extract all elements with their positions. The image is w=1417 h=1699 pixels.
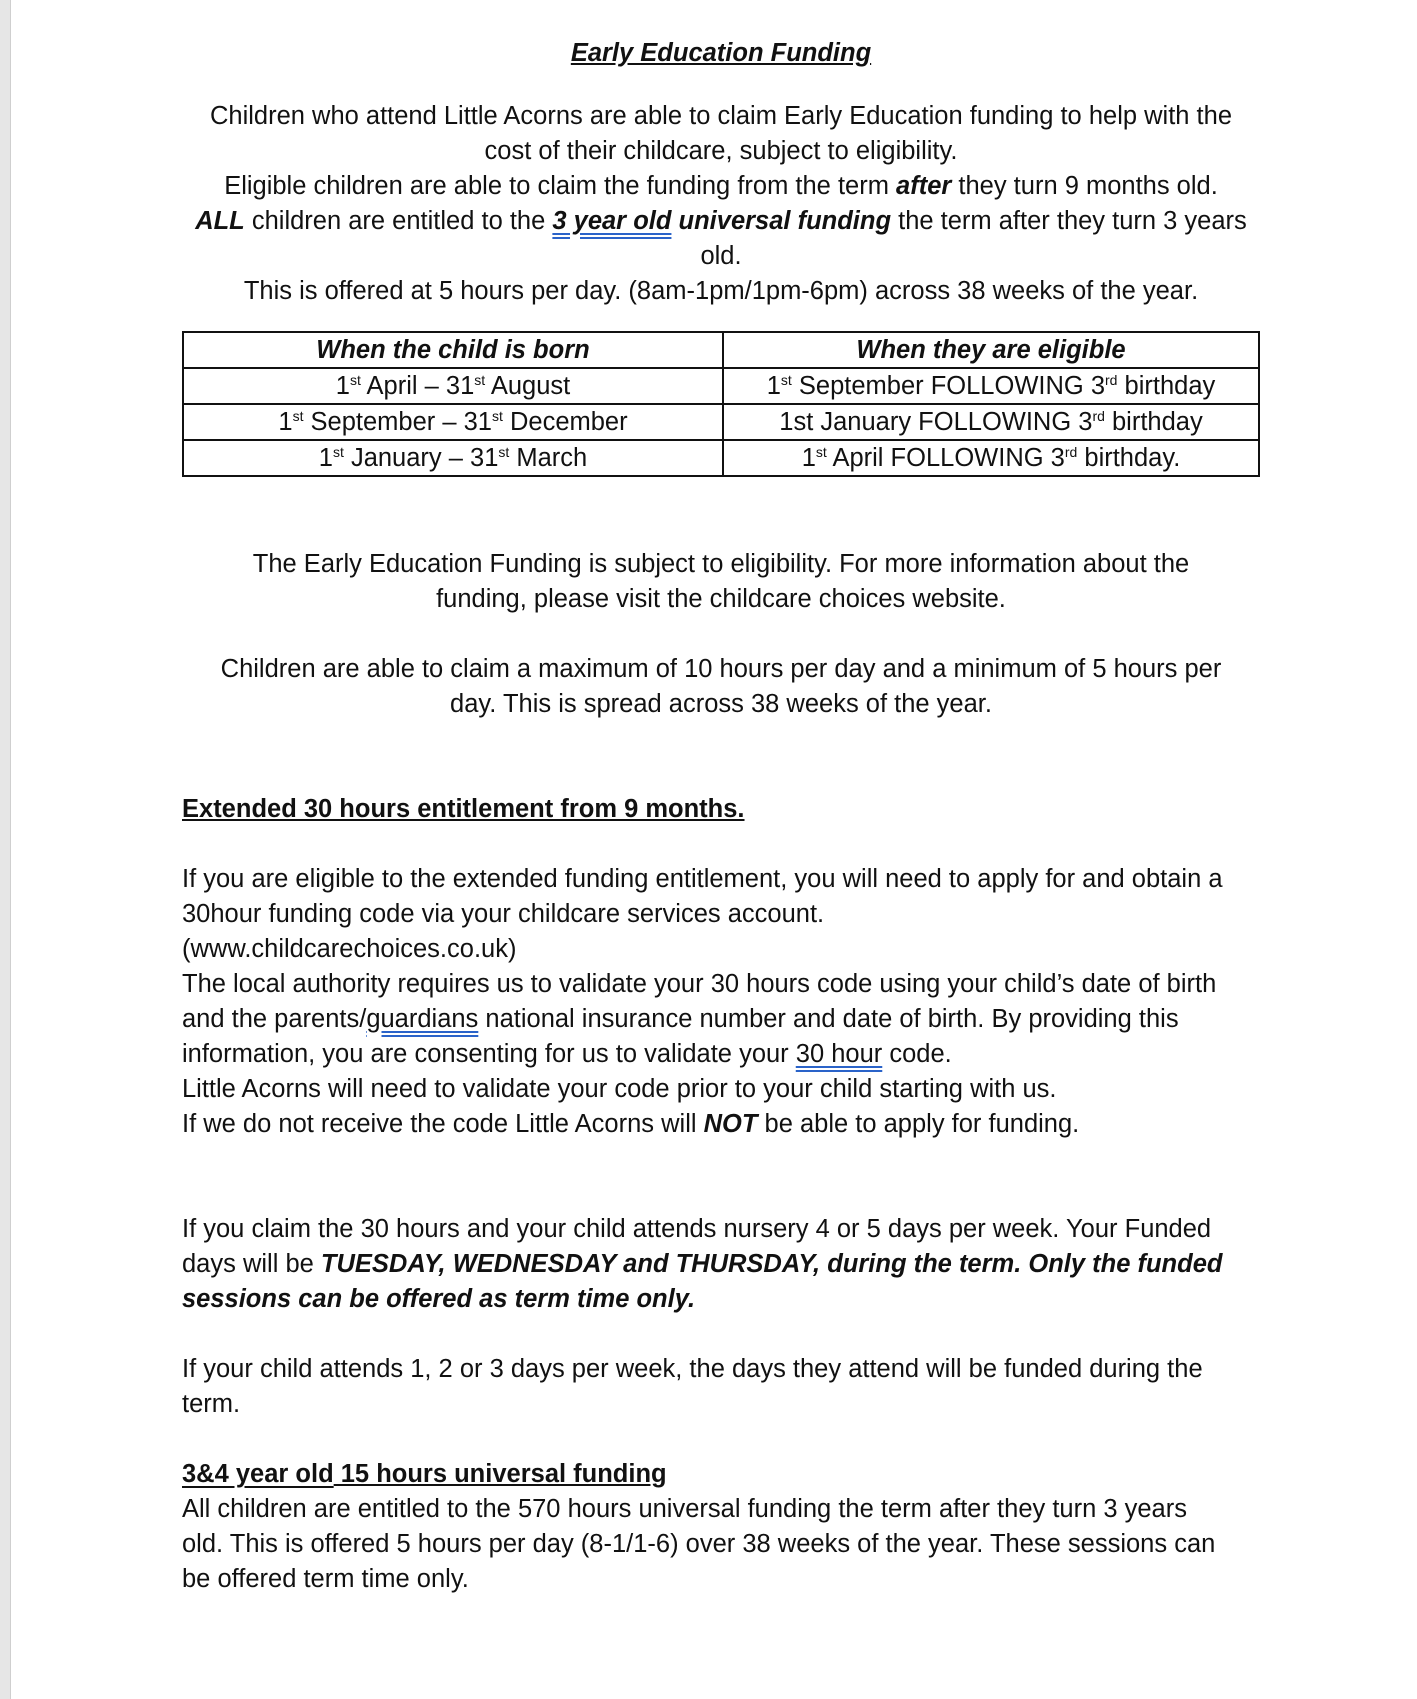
three-year-old-link: 3 year old <box>552 207 672 235</box>
eligible-cell: 1st September FOLLOWING 3rd birthday <box>723 368 1259 404</box>
attendance-paragraph: If your child attends 1, 2 or 3 days per week, the days they attend will be funded during the term. <box>182 1355 1203 1418</box>
eligibility-table <box>182 331 1260 477</box>
born-cell: 1st September – 31st December <box>183 404 723 440</box>
extended-heading <box>182 792 1260 827</box>
intro-line-3 <box>186 204 1256 274</box>
table-header-row <box>183 332 1259 368</box>
intro-line-2 <box>186 169 1256 204</box>
born-cell: 1st January – 31st March <box>183 440 723 476</box>
extended-text-1: If you are eligible to the extended funding entitlement, you will need to apply for and obtain a 30hour funding code via your childcare services account. <box>182 865 1223 928</box>
extended-heading-text: Extended 30 hours entitlement from 9 months. <box>182 795 745 823</box>
intro-line-3-text: children are entitled to the <box>244 207 553 235</box>
no-code-text: If we do not receive the code Little Acorns will NOT be able to apply for funding. <box>182 1110 1080 1138</box>
max-min-note: Children are able to claim a maximum of 10 hours per day and a minimum of 5 hours per day. This is spread across 38 weeks of the year. <box>220 655 1222 718</box>
universal-heading <box>182 1457 1260 1492</box>
table-row <box>183 404 1259 440</box>
guardians-text: guardians <box>366 1005 479 1033</box>
document-page <box>182 36 1260 1597</box>
funded-days-emphasis: TUESDAY, WEDNESDAY and THURSDAY, during the term. Only the funded sessions can be offered as term time only. <box>182 1250 1223 1313</box>
not-emphasis: NOT <box>703 1110 758 1138</box>
all-emphasis: ALL <box>195 207 245 235</box>
eligibility-note: The Early Education Funding is subject to eligibility. For more information about the funding, please visit the childcare choices website. <box>252 550 1190 613</box>
document-title <box>182 36 1260 71</box>
thirty-hour-text: 30 hour <box>795 1040 883 1068</box>
intro-line-1: Children who attend Little Acorns are able to claim Early Education funding to help with the cost of their childcare, subject to eligibility. <box>209 102 1233 165</box>
universal-funding-emphasis: universal funding <box>671 207 892 235</box>
table-row <box>183 440 1259 476</box>
intro-line-2-end: they turn 9 months old. <box>951 172 1218 200</box>
intro-line-4: This is offered at 5 hours per day. (8am-1pm/1pm-6pm) across 38 weeks of the year. <box>243 277 1199 305</box>
intro-line-3-end: the term after they turn 3 years old. <box>700 207 1247 270</box>
childcare-choices-url: (www.childcarechoices.co.uk) <box>182 935 517 963</box>
intro-line-2-text: Eligible children are able to claim the funding from the term <box>224 172 897 200</box>
after-emphasis: after <box>896 172 952 200</box>
validate-prior-text: Little Acorns will need to validate your code prior to your child starting with us. <box>182 1075 1057 1103</box>
eligible-cell: 1st April FOLLOWING 3rd birthday. <box>723 440 1259 476</box>
table-header: When the child is born <box>183 332 723 368</box>
title-text: Early Education Funding <box>570 39 872 67</box>
universal-heading-text: 15 hours universal funding <box>333 1460 667 1488</box>
validation-text: The local authority requires us to validate your 30 hours code using your child’s date of birth and the parents/guardians national insurance number and date of birth. By providing this information, you are consenting for us to validate your 30 hour code. <box>182 970 1217 1068</box>
universal-heading-age: 3&4 year old <box>182 1460 334 1488</box>
window-left-edge <box>0 0 11 1699</box>
universal-body: All children are entitled to the 570 hours universal funding the term after they turn 3 years old. This is offered 5 hours per day (8-1/1-6) over 38 weeks of the year. These sessions can be offered term time only. <box>182 1495 1216 1593</box>
table-row <box>183 368 1259 404</box>
funded-days-paragraph: If you claim the 30 hours and your child attends nursery 4 or 5 days per week. Your Funded days will be TUESDAY, WEDNESDAY and THURSDAY, during the term. Only the funded sessions can be offered as term time only. <box>182 1215 1223 1313</box>
table-header: When they are eligible <box>723 332 1259 368</box>
intro-section <box>182 99 1260 309</box>
eligible-cell: 1st January FOLLOWING 3rd birthday <box>723 404 1259 440</box>
born-cell: 1st April – 31st August <box>183 368 723 404</box>
extended-paragraph <box>182 862 1260 1142</box>
